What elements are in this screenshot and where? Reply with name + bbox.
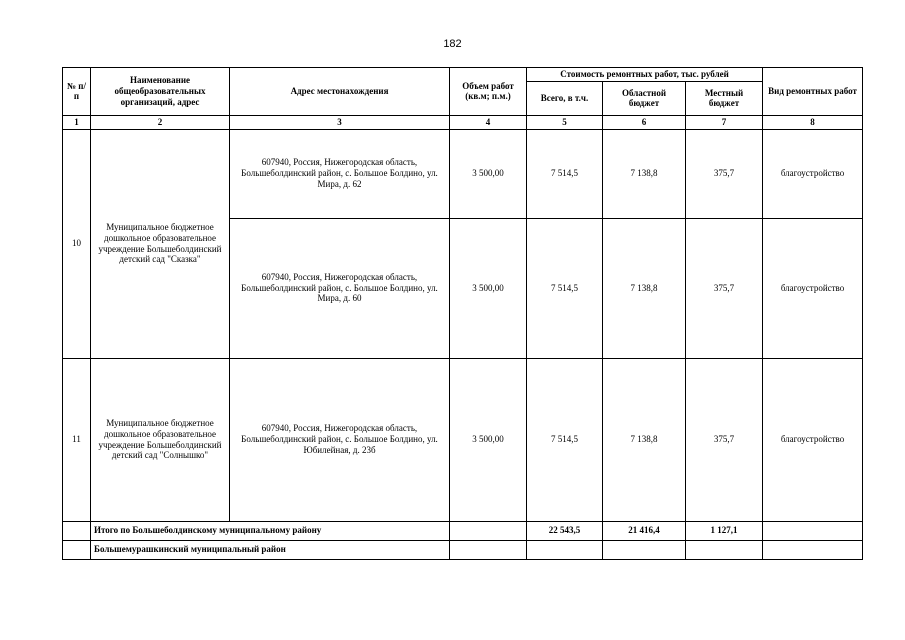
address-cell: 607940, Россия, Нижегородская область, Большеболдинский район, с. Большое Болдино, ул. Мира, д. 62 — [230, 129, 450, 218]
header-total: Всего, в т.ч. — [527, 81, 603, 115]
total-cost-cell: 7 514,5 — [527, 358, 603, 521]
local-budget-cell: 375,7 — [686, 218, 763, 358]
empty-cell — [450, 540, 527, 559]
header-local: Местный бюджет — [686, 81, 763, 115]
total-cost-cell: 7 514,5 — [527, 129, 603, 218]
volume-cell: 3 500,00 — [450, 218, 527, 358]
column-number: 3 — [230, 115, 450, 129]
regional-budget-cell: 7 138,8 — [603, 218, 686, 358]
column-number: 8 — [763, 115, 863, 129]
total-row — [63, 521, 863, 540]
regional-budget-cell: 7 138,8 — [603, 358, 686, 521]
work-type-cell: благоустройство — [763, 358, 863, 521]
column-number-row — [63, 115, 863, 129]
total-regional: 21 416,4 — [603, 521, 686, 540]
row-num: 10 — [63, 129, 91, 358]
empty-cell — [527, 540, 603, 559]
local-budget-cell: 375,7 — [686, 129, 763, 218]
regional-budget-cell: 7 138,8 — [603, 129, 686, 218]
total-local: 1 127,1 — [686, 521, 763, 540]
district-label: Большемурашкинский муниципальный район — [91, 540, 450, 559]
total-label: Итого по Большеболдинскому муниципальному району — [91, 521, 450, 540]
column-number: 2 — [91, 115, 230, 129]
repair-works-table — [62, 67, 863, 560]
page-number: 182 — [443, 38, 462, 50]
header-work-type: Вид ремонтных работ — [763, 68, 863, 116]
work-type-cell: благоустройство — [763, 218, 863, 358]
column-number: 1 — [63, 115, 91, 129]
empty-cell — [63, 540, 91, 559]
organization-name: Муниципальное бюджетное дошкольное образовательное учреждение Большеболдинский детский сад "Сказка" — [91, 129, 230, 358]
volume-cell: 3 500,00 — [450, 129, 527, 218]
header-volume: Объем работ (кв.м; п.м.) — [450, 68, 527, 116]
volume-cell: 3 500,00 — [450, 358, 527, 521]
column-number: 7 — [686, 115, 763, 129]
header-name: Наименование общеобразовательных организаций, адрес — [91, 68, 230, 116]
empty-cell — [686, 540, 763, 559]
address-cell: 607940, Россия, Нижегородская область, Большеболдинский район, с. Большое Болдино, ул. Юбилейная, д. 23б — [230, 358, 450, 521]
table-row — [63, 358, 863, 521]
total-sum: 22 543,5 — [527, 521, 603, 540]
header-cost-group: Стоимость ремонтных работ, тыс. рублей — [527, 68, 763, 82]
column-number: 6 — [603, 115, 686, 129]
row-num: 11 — [63, 358, 91, 521]
local-budget-cell: 375,7 — [686, 358, 763, 521]
table-row — [63, 129, 863, 218]
address-cell: 607940, Россия, Нижегородская область, Большеболдинский район, с. Большое Болдино, ул. Мира, д. 60 — [230, 218, 450, 358]
district-row — [63, 540, 863, 559]
empty-cell — [603, 540, 686, 559]
empty-cell — [763, 540, 863, 559]
header-address: Адрес местонахождения — [230, 68, 450, 116]
empty-cell — [63, 521, 91, 540]
total-cost-cell: 7 514,5 — [527, 218, 603, 358]
empty-cell — [450, 521, 527, 540]
header-regional: Областной бюджет — [603, 81, 686, 115]
work-type-cell: благоустройство — [763, 129, 863, 218]
organization-name: Муниципальное бюджетное дошкольное образовательное учреждение Большеболдинский детский сад "Солнышко" — [91, 358, 230, 521]
column-number: 4 — [450, 115, 527, 129]
header-num: № п/п — [63, 68, 91, 116]
empty-cell — [763, 521, 863, 540]
column-number: 5 — [527, 115, 603, 129]
